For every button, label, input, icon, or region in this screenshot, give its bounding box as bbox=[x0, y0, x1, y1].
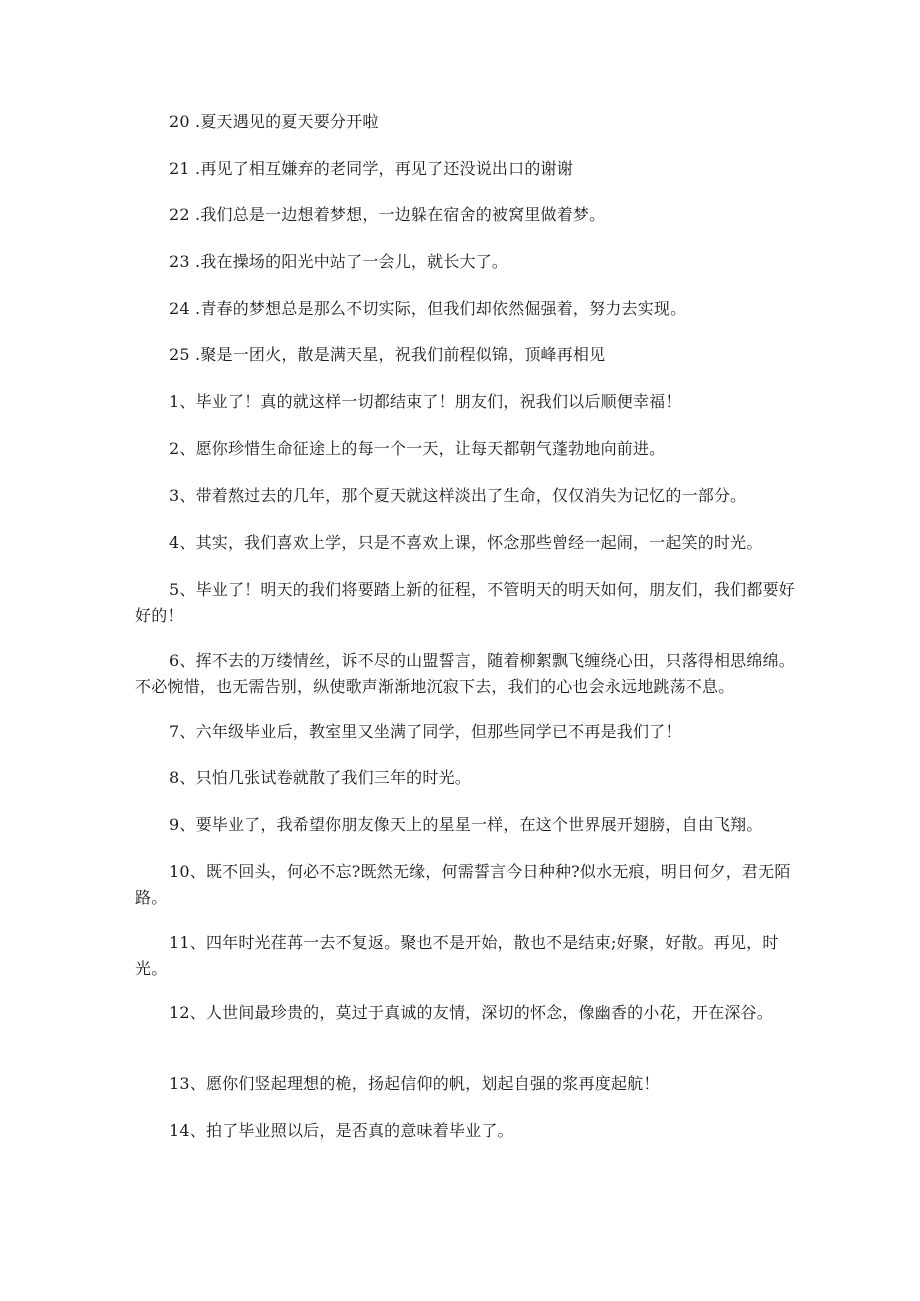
paragraph-22: 22 .我们总是一边想着梦想，一边躲在宿舍的被窝里做着梦。 bbox=[169, 205, 606, 224]
paragraph-11: 11、四年时光荏苒一去不复返。聚也不是开始，散也不是结束;好聚，好散。再见，时光。 bbox=[135, 933, 779, 978]
paragraph-4: 4、其实，我们喜欢上学，只是不喜欢上课，怀念那些曾经一起闹，一起笑的时光。 bbox=[169, 533, 763, 552]
paragraph-1: 1、毕业了！真的就这样一切都结束了！朋友们，祝我们以后顺便幸福！ bbox=[169, 392, 682, 411]
paragraph-2: 2、愿你珍惜生命征途上的每一个一天，让每天都朝气蓬勃地向前进。 bbox=[169, 439, 666, 458]
paragraph-9: 9、要毕业了，我希望你朋友像天上的星星一样，在这个世界展开翅膀，自由飞翔。 bbox=[169, 815, 763, 834]
paragraph-13: 13、愿你们竖起理想的桅，扬起信仰的帆，划起自强的浆再度起航！ bbox=[169, 1074, 660, 1093]
paragraph-3: 3、带着熬过去的几年，那个夏天就这样淡出了生命，仅仅消失为记忆的一部分。 bbox=[169, 486, 747, 505]
paragraph-20: 20 .夏天遇见的夏天要分开啦 bbox=[169, 112, 379, 131]
paragraph-6: 6、挥不去的万缕情丝，诉不尽的山盟誓言，随着柳絮飘飞缠绕心田，只落得相思绵绵。不必惋惜，也无需告别，纵使歌声渐渐地沉寂下去，我们的心也会永远地跳荡不息。 bbox=[135, 651, 795, 696]
paragraph-23: 23 .我在操场的阳光中站了一会儿，就长大了。 bbox=[169, 252, 509, 271]
paragraph-21: 21 .再见了相互嫌弃的老同学，再见了还没说出口的谢谢 bbox=[169, 159, 573, 178]
paragraph-10: 10、既不回头，何必不忘?既然无缘，何需誓言今日种种?似水无痕，明日何夕，君无陌路。 bbox=[135, 862, 791, 907]
paragraph-25: 25 .聚是一团火，散是满天星，祝我们前程似锦，顶峰再相见 bbox=[169, 345, 606, 364]
paragraph-12: 12、人世间最珍贵的，莫过于真诚的友情，深切的怀念，像幽香的小花，开在深谷。 bbox=[169, 1003, 773, 1022]
paragraph-14: 14、拍了毕业照以后，是否真的意味着毕业了。 bbox=[169, 1121, 514, 1140]
paragraph-7: 7、六年级毕业后，教室里又坐满了同学，但那些同学已不再是我们了！ bbox=[169, 722, 682, 741]
paragraph-8: 8、只怕几张试卷就散了我们三年的时光。 bbox=[169, 768, 471, 787]
paragraph-24: 24 .青春的梦想总是那么不切实际，但我们却依然倔强着，努力去实现。 bbox=[169, 299, 687, 318]
paragraph-5: 5、毕业了！明天的我们将要踏上新的征程，不管明天的明天如何，朋友们，我们都要好好的！ bbox=[135, 580, 795, 625]
